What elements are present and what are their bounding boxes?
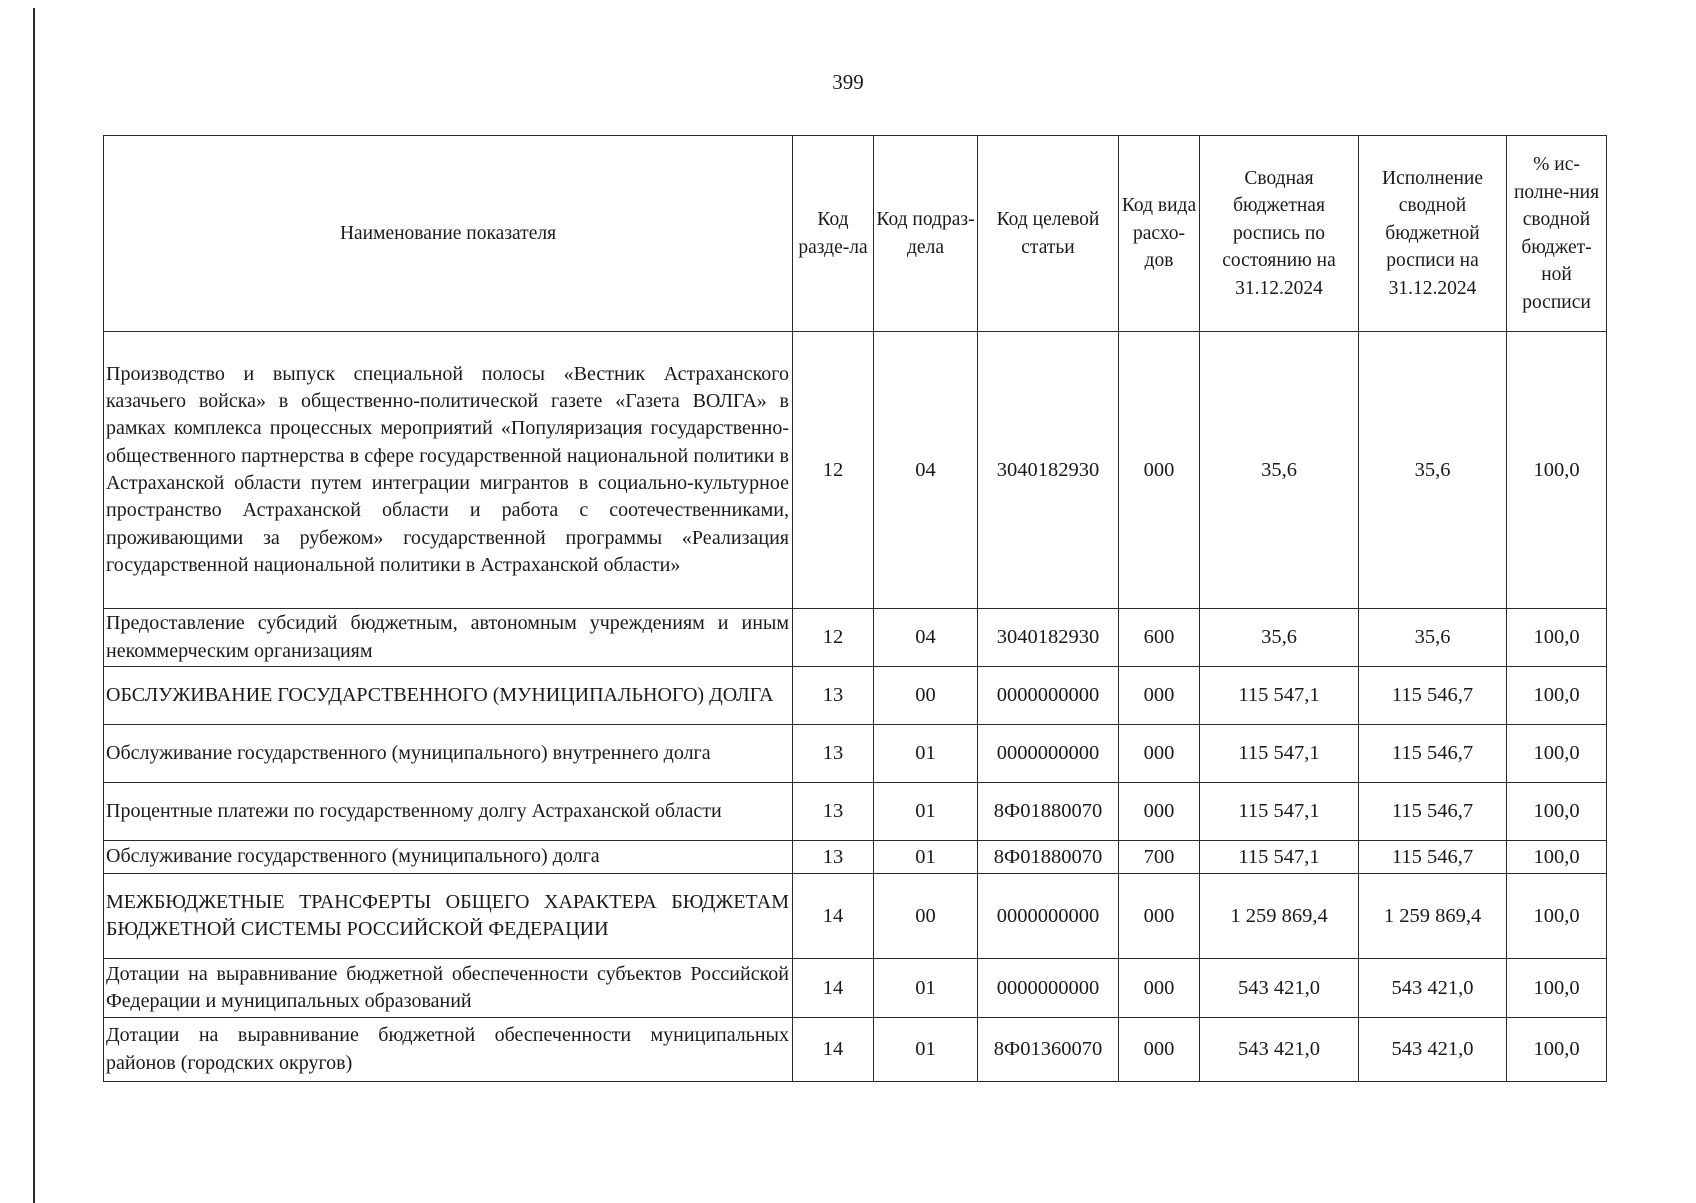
header-budget-plan: Сводная бюджетная роспись по состоянию на 31.12.2024 <box>1200 136 1359 332</box>
row-subsection-code: 00 <box>874 667 978 725</box>
header-subsection-code: Код подраз-дела <box>874 136 978 332</box>
table-row <box>104 959 1607 1018</box>
row-budget-plan: 115 547,1 <box>1200 783 1359 841</box>
row-budget-plan: 115 547,1 <box>1200 725 1359 783</box>
row-target-code: 8Ф01880070 <box>978 783 1119 841</box>
row-budget-execution: 115 546,7 <box>1359 725 1507 783</box>
row-budget-plan: 543 421,0 <box>1200 1018 1359 1082</box>
row-name: Процентные платежи по государственному долгу Астраханской области <box>104 783 793 841</box>
row-name: Дотации на выравнивание бюджетной обеспеченности муниципальных районов (городских округов) <box>104 1018 793 1082</box>
row-budget-plan: 35,6 <box>1200 332 1359 609</box>
page-number: 399 <box>832 70 864 94</box>
row-subsection-code: 01 <box>874 1018 978 1082</box>
row-expense-kind-code: 000 <box>1119 1018 1200 1082</box>
row-execution-percent: 100,0 <box>1507 667 1607 725</box>
row-subsection-code: 01 <box>874 783 978 841</box>
row-name: МЕЖБЮДЖЕТНЫЕ ТРАНСФЕРТЫ ОБЩЕГО ХАРАКТЕРА БЮДЖЕТАМ БЮДЖЕТНОЙ СИСТЕМЫ РОССИЙСКОЙ ФЕДЕРАЦИИ <box>104 874 793 959</box>
table-row <box>104 667 1607 725</box>
row-section-code: 12 <box>793 332 874 609</box>
row-target-code: 0000000000 <box>978 874 1119 959</box>
row-target-code: 0000000000 <box>978 725 1119 783</box>
row-execution-percent: 100,0 <box>1507 783 1607 841</box>
row-section-code: 13 <box>793 841 874 874</box>
row-name: Обслуживание государственного (муниципального) долга <box>104 841 793 874</box>
table-row <box>104 874 1607 959</box>
row-name: Обслуживание государственного (муниципального) внутреннего долга <box>104 725 793 783</box>
header-expense-kind-code: Код вида расхо-дов <box>1119 136 1200 332</box>
row-section-code: 13 <box>793 725 874 783</box>
row-name: Предоставление субсидий бюджетным, автономным учреждениям и иным некоммерческим организациям <box>104 609 793 667</box>
row-subsection-code: 01 <box>874 725 978 783</box>
row-budget-execution: 115 546,7 <box>1359 667 1507 725</box>
row-name: Производство и выпуск специальной полосы «Вестник Астраханского казачьего войска» в общественно-политической газете «Газета ВОЛГА» в рамках комплекса процессных мероприятий «Популяризация государственно-общественного партнерства в сфере государственной национальной политики в Астраханской области путем интеграции мигрантов в социально-культурное пространство Астраханской области и работа с соотечественниками, проживающими за рубежом» государственной программы «Реализация государственной национальной политики в Астраханской области» <box>104 332 793 609</box>
row-budget-execution: 543 421,0 <box>1359 1018 1507 1082</box>
row-execution-percent: 100,0 <box>1507 332 1607 609</box>
table-row <box>104 841 1607 874</box>
row-section-code: 14 <box>793 1018 874 1082</box>
row-target-code: 3040182930 <box>978 332 1119 609</box>
row-target-code: 8Ф01880070 <box>978 841 1119 874</box>
row-subsection-code: 01 <box>874 959 978 1018</box>
row-subsection-code: 01 <box>874 841 978 874</box>
header-section-code: Код разде-ла <box>793 136 874 332</box>
row-budget-execution: 115 546,7 <box>1359 841 1507 874</box>
row-expense-kind-code: 000 <box>1119 725 1200 783</box>
budget-execution-table <box>103 135 1607 1082</box>
row-name: ОБСЛУЖИВАНИЕ ГОСУДАРСТВЕННОГО (МУНИЦИПАЛЬНОГО) ДОЛГА <box>104 667 793 725</box>
row-subsection-code: 04 <box>874 609 978 667</box>
row-target-code: 0000000000 <box>978 959 1119 1018</box>
row-budget-execution: 1 259 869,4 <box>1359 874 1507 959</box>
row-execution-percent: 100,0 <box>1507 959 1607 1018</box>
left-margin-rule <box>33 8 35 1203</box>
row-execution-percent: 100,0 <box>1507 609 1607 667</box>
row-expense-kind-code: 700 <box>1119 841 1200 874</box>
row-name: Дотации на выравнивание бюджетной обеспеченности субъектов Российской Федерации и муниципальных образований <box>104 959 793 1018</box>
row-budget-execution: 35,6 <box>1359 609 1507 667</box>
row-execution-percent: 100,0 <box>1507 1018 1607 1082</box>
row-section-code: 14 <box>793 874 874 959</box>
row-expense-kind-code: 000 <box>1119 959 1200 1018</box>
row-subsection-code: 04 <box>874 332 978 609</box>
table-row <box>104 609 1607 667</box>
table-row <box>104 332 1607 609</box>
row-budget-execution: 115 546,7 <box>1359 783 1507 841</box>
table-row <box>104 725 1607 783</box>
row-expense-kind-code: 000 <box>1119 874 1200 959</box>
row-budget-execution: 35,6 <box>1359 332 1507 609</box>
row-budget-plan: 543 421,0 <box>1200 959 1359 1018</box>
row-execution-percent: 100,0 <box>1507 725 1607 783</box>
row-section-code: 13 <box>793 783 874 841</box>
row-subsection-code: 00 <box>874 874 978 959</box>
row-expense-kind-code: 000 <box>1119 667 1200 725</box>
row-section-code: 13 <box>793 667 874 725</box>
row-budget-plan: 115 547,1 <box>1200 841 1359 874</box>
header-name: Наименование показателя <box>104 136 793 332</box>
table-header-row <box>104 136 1607 332</box>
row-expense-kind-code: 600 <box>1119 609 1200 667</box>
header-target-code: Код целевой статьи <box>978 136 1119 332</box>
row-budget-plan: 35,6 <box>1200 609 1359 667</box>
row-target-code: 8Ф01360070 <box>978 1018 1119 1082</box>
row-target-code: 0000000000 <box>978 667 1119 725</box>
table-row <box>104 1018 1607 1082</box>
table-row <box>104 783 1607 841</box>
row-expense-kind-code: 000 <box>1119 783 1200 841</box>
row-budget-plan: 1 259 869,4 <box>1200 874 1359 959</box>
row-expense-kind-code: 000 <box>1119 332 1200 609</box>
row-section-code: 12 <box>793 609 874 667</box>
row-execution-percent: 100,0 <box>1507 874 1607 959</box>
header-execution-percent: % ис-полне-ния сводной бюджет-ной росписи <box>1507 136 1607 332</box>
header-budget-execution: Исполнение сводной бюджетной росписи на 31.12.2024 <box>1359 136 1507 332</box>
row-execution-percent: 100,0 <box>1507 841 1607 874</box>
row-section-code: 14 <box>793 959 874 1018</box>
row-budget-execution: 543 421,0 <box>1359 959 1507 1018</box>
row-target-code: 3040182930 <box>978 609 1119 667</box>
row-budget-plan: 115 547,1 <box>1200 667 1359 725</box>
